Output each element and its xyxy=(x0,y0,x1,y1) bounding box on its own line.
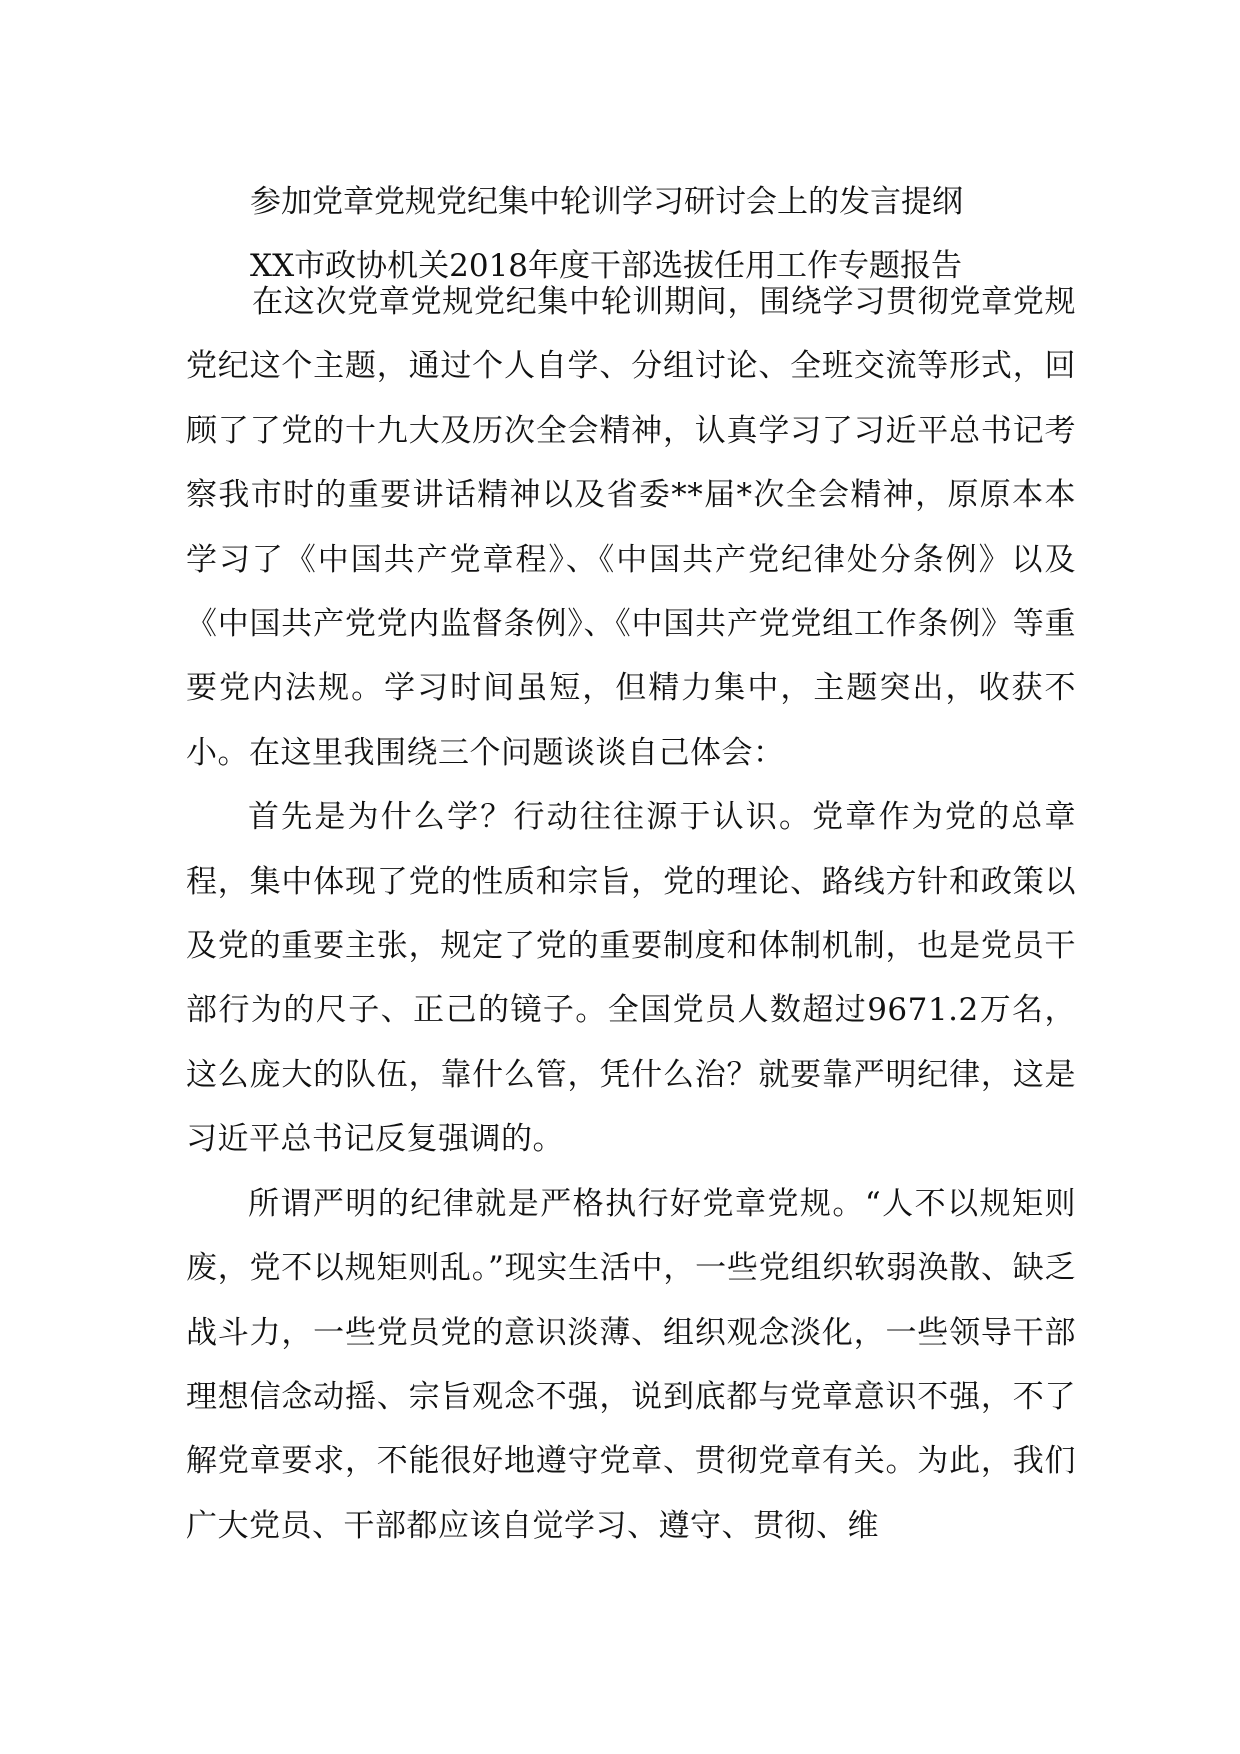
body-paragraph-2: 首先是为什么学？行动往往源于认识。党章作为党的总章程，集中体现了党的性质和宗旨，党的理论、路线方针和政策以及党的重要主张，规定了党的重要制度和体制机制，也是党员干部行为的尺子、正己的镜子。全国党员人数超过9671.2万名，这么庞大的队伍，靠什么管，凭什么治？就要靠严明纪律，这是习近平总书记反复强调的。 xyxy=(186,799,1076,1158)
body-paragraph-1: 在这次党章党规党纪集中轮训期间，围绕学习贯彻党章党规党纪这个主题，通过个人自学、分组讨论、全班交流等形式，回顾了了党的十九大及历次全会精神，认真学习了习近平总书记考察我市时的重要讲话精神以及省委**届*次全会精神，原原本本学习了《中国共产党章程》、《中国共产党纪律处分条例》以及《中国共产党党内监督条例》、《中国共产党党组工作条例》等重要党内法规。学习时间虽短，但精力集中，主题突出，收获不小。在这里我围绕三个问题谈谈自己体会： xyxy=(186,284,1076,771)
body-paragraph-3: 所谓严明的纪律就是严格执行好党章党规。“人不以规矩则废，党不以规矩则乱。”现实生活中，一些党组织软弱涣散、缺乏战斗力，一些党员党的意识淡薄、组织观念淡化，一些领导干部理想信念动摇、宗旨观念不强，说到底都与党章意识不强，不了解党章要求，不能很好地遵守党章、贯彻党章有关。为此，我们广大党员、干部都应该自觉学习、遵守、贯彻、维 xyxy=(186,1185,1076,1544)
document-body xyxy=(186,270,1076,1558)
document-subtitle: XX市政协机关2018年度干部选拔任用工作专题报告 xyxy=(250,248,963,284)
document-title: 参加党章党规党纪集中轮训学习研讨会上的发言提纲 xyxy=(250,184,963,220)
